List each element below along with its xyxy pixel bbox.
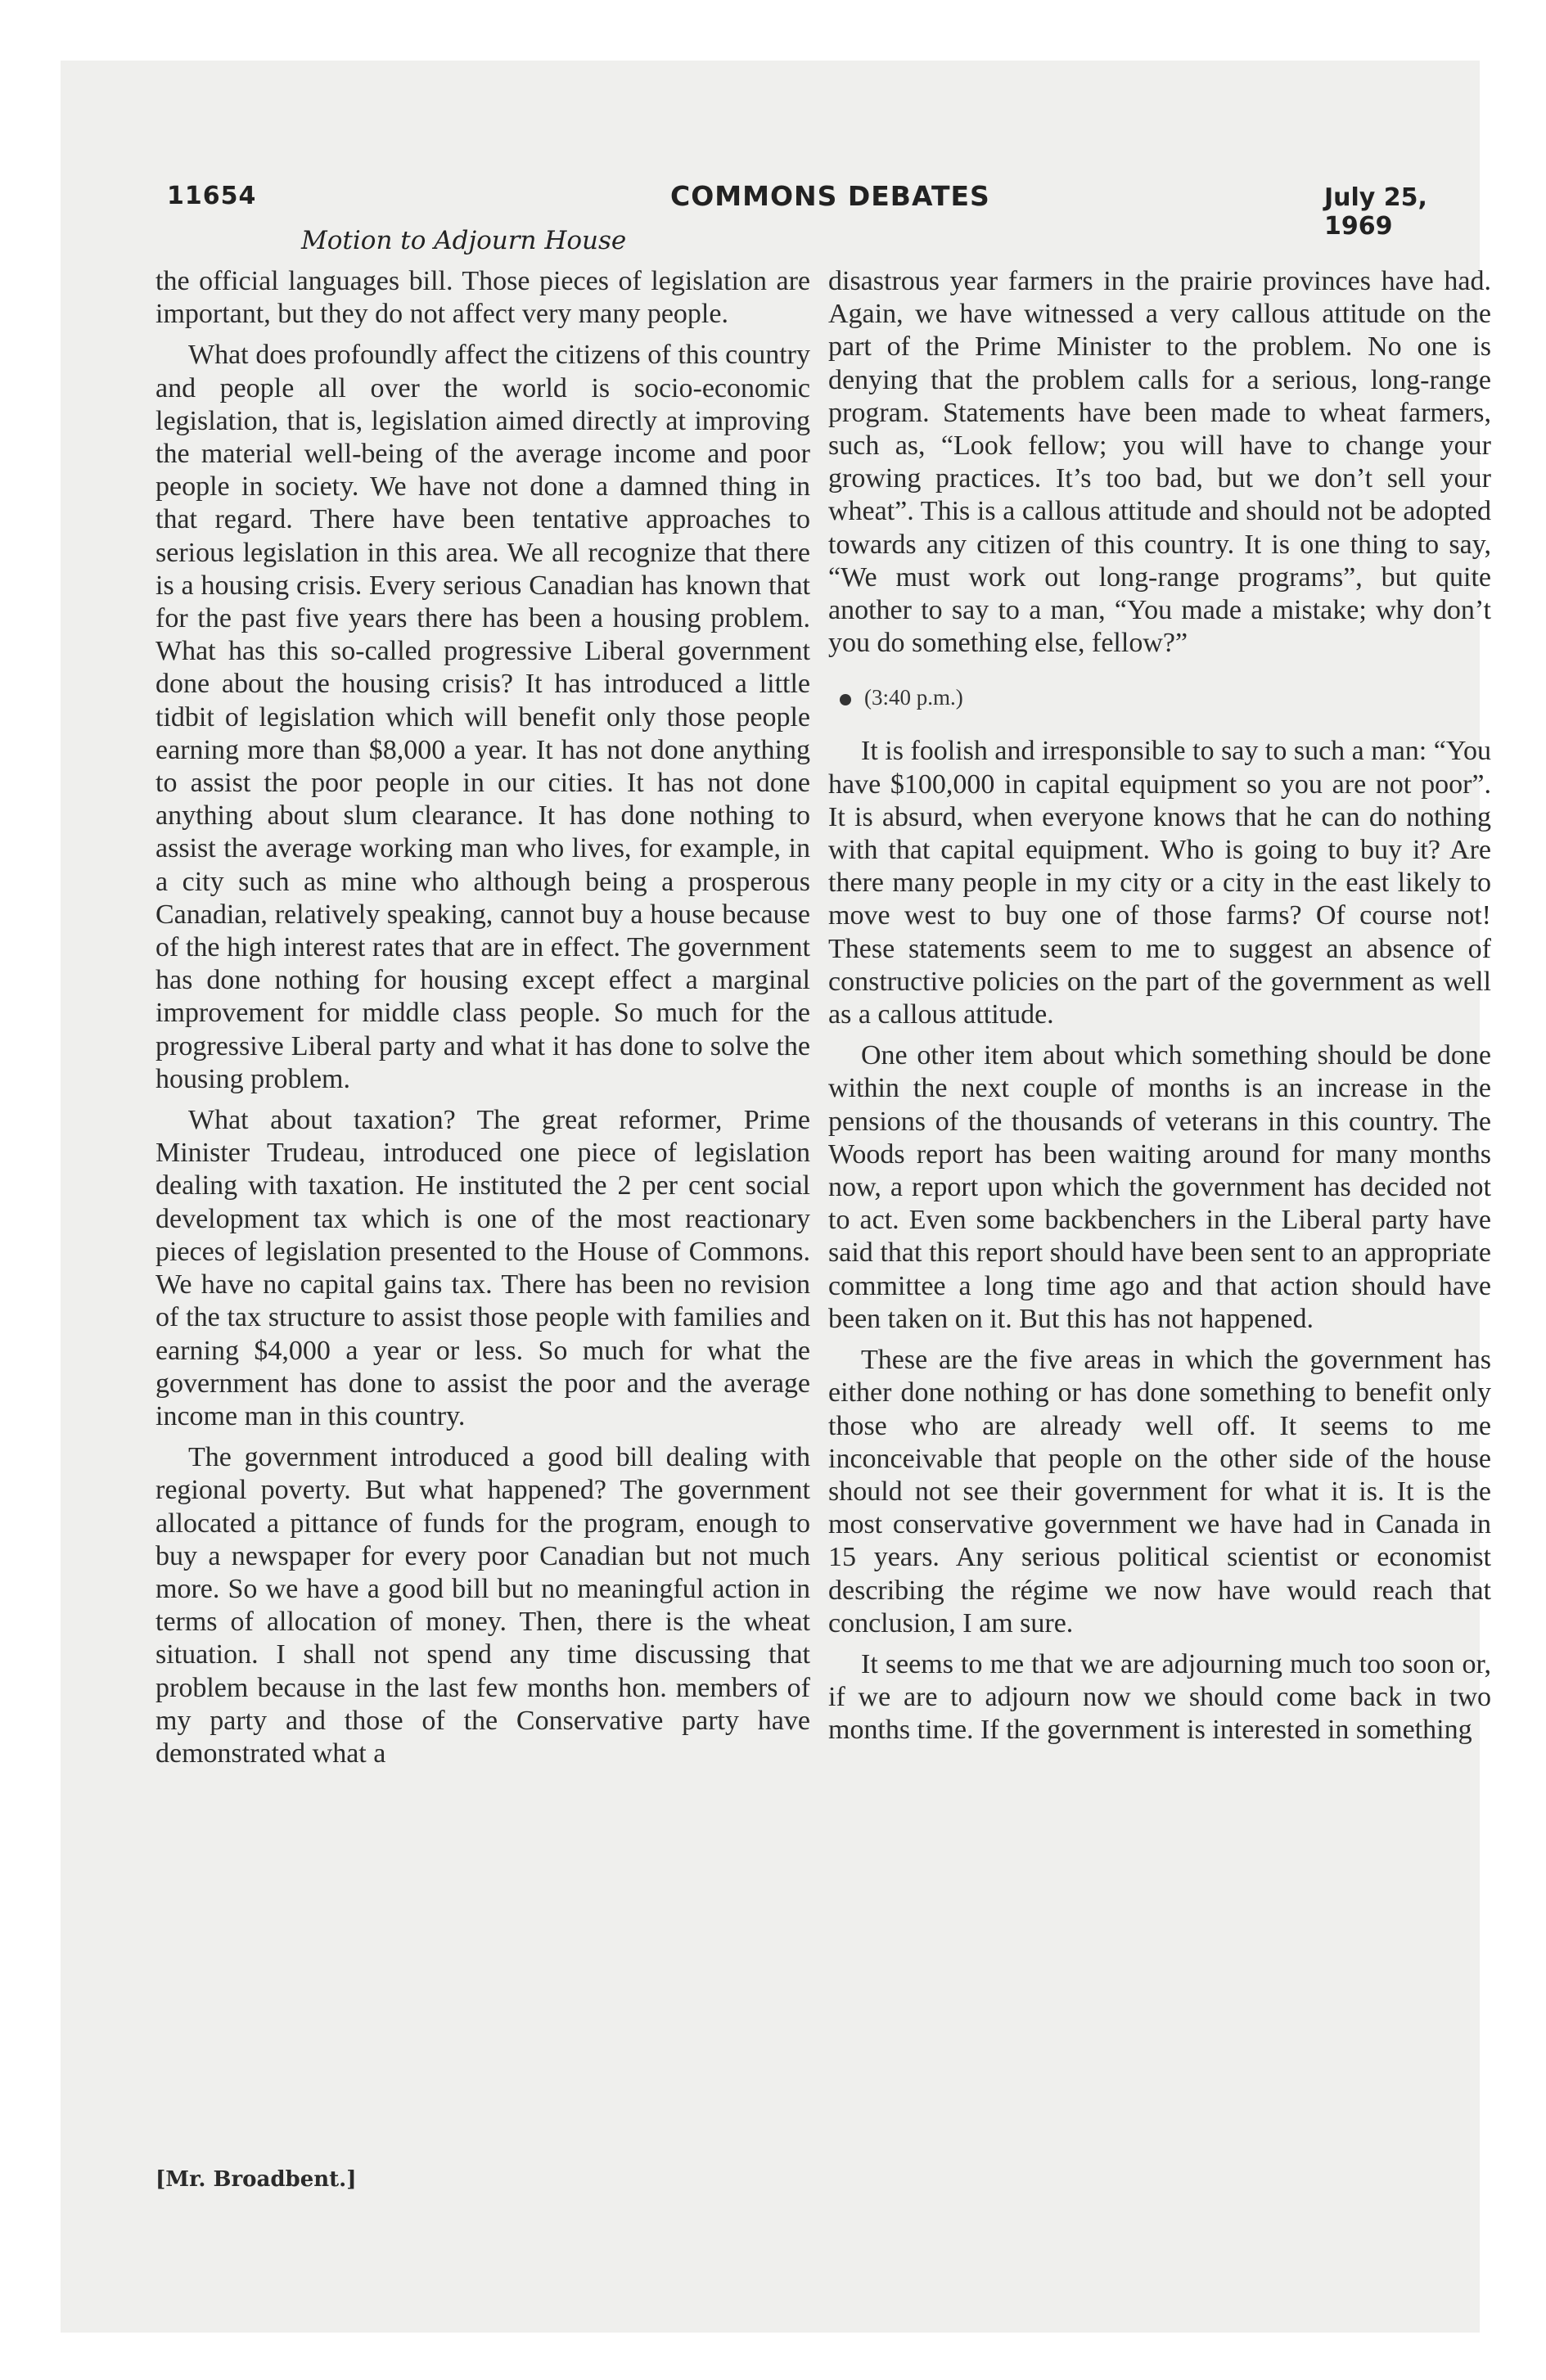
running-subject: Motion to Adjourn House [301,226,627,255]
paragraph: What does profoundly affect the citizens of this country and people all over the world is socio-economic legislation, that is, legislation aimed directly at improving the material well-being of the average income and poor people in society. We have not done a damned thing in that regard. There have been tentative approaches to serious legislation in this area. We all recognize that there is a housing crisis. Every serious Canadian has known that for the past five years there has been a housing problem. What has this so-called progressive Liberal government done about the housing crisis? It has introduced a little tidbit of legislation which will benefit only those people earning more than $8,000 a year. It has not done anything to assist the poor people in our cities. It has not done anything about slum clearance. It has done nothing to assist the average working man who lives, for example, in a city such as mine who although being a prosperous Canadian, relatively speaking, cannot buy a house because of the high interest rates that are in effect. The government has done nothing for housing except effect a marginal improvement for middle class people. So much for the progressive Liberal party and what it has done to solve the housing problem. [156,340,810,1094]
paragraph: It seems to me that we are adjourning much too soon or, if we are to adjourn now we should come back in two months time. If the government is interested in something [828,1648,1491,1746]
page-sheet [61,61,1491,2333]
left-column [156,265,810,1778]
time-marker [828,684,1491,710]
paragraph: the official languages bill. Those pieces of legislation are important, but they do not affect very many people. [156,266,810,330]
paragraph: The government introduced a good bill dealing with regional poverty. But what happened? The government allocated a pittance of funds for the program, enough to buy a newspaper for every poor Canadian but not much more. So we have a good bill but no meaningful action in terms of allocation of money. Then, there is the wheat situation. I shall not spend any time discussing that problem because in the last few months hon. members of my party and those of the Conservative party have demonstrated what a [156,1442,810,1769]
right-column [828,265,1491,1756]
page-date: July 25, 1969 [1324,183,1427,241]
paragraph: These are the five areas in which the government has either done nothing or has done something to benefit only those who are already well off. It seems to me inconceivable that people on the other side of the house should not see their government for what it is. It is the most conservative government we have had in Canada in 15 years. Any serious political scientist or economist describing the régime we now have would reach that conclusion, I am sure. [828,1345,1491,1639]
paragraph: disastrous year farmers in the prairie provinces have had. Again, we have witnessed a very callous attitude on the part of the Prime Minister to the problem. No one is denying that the problem calls for a serious, long-range program. Statements have been made to wheat farmers, such as, “Look fellow; you will have to change your growing practices. It’s too bad, but we don’t sell your wheat”. This is a callous attitude and should not be adopted towards any citizen of this country. It is one thing to say, “We must work out long-range programs”, but quite another to say to a man, “You made a mistake; why don’t you do something else, fellow?” [828,266,1491,659]
paragraph: It is foolish and irresponsible to say to such a man: “You have $100,000 in capital equipment so you are not poor”. It is absurd, when everyone knows that he can do nothing with that capital equipment. Who is going to buy it? Are there many people in my city or a city in the east likely to move west to buy one of those farms? Of course not! These statements seem to me to suggest an absence of constructive policies on the part of the government as well as a callous attitude. [828,736,1491,1030]
page-number: 11654 [167,182,257,210]
time-mark-text: (3:40 p.m.) [864,685,963,710]
speaker-attribution: [Mr. Broadbent.] [156,2167,357,2192]
paragraph: What about taxation? The great reformer, Prime Minister Trudeau, introduced one piece of legislation dealing with taxation. He instituted the 2 per cent social development tax which is one of the most reactionary pieces of legislation presented to the House of Commons. We have no capital gains tax. There has been no revision of the tax structure to assist those people with families and earning $4,000 a year or less. So much for what the government has done to assist the poor and the average income man in this country. [156,1105,810,1431]
bullet-icon [840,694,851,705]
publication-title: COMMONS DEBATES [670,180,990,212]
paragraph: One other item about which something should be done within the next couple of months is an increase in the pensions of the thousands of veterans in this country. The Woods report has been waiting around for many months now, a report upon which the government has decided not to act. Even some backbenchers in the Liberal party have said that this report should have been sent to an appropriate committee a long time ago and that action should have been taken on it. But this has not happened. [828,1040,1491,1334]
